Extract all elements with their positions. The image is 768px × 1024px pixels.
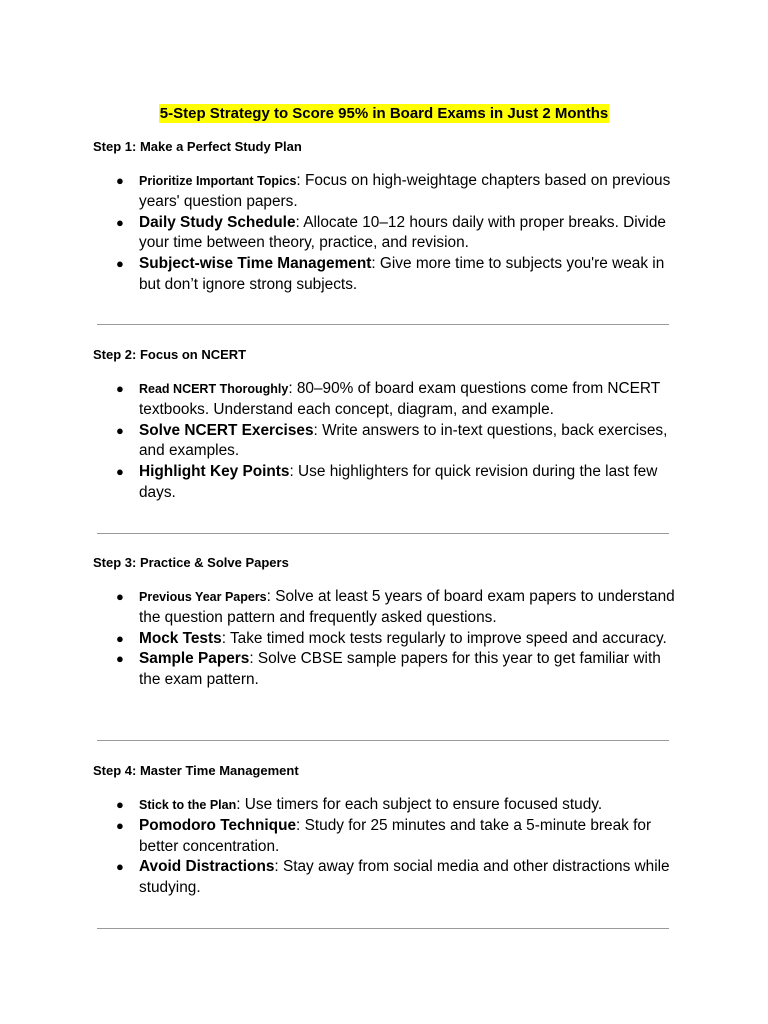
list-item (93, 379, 683, 421)
step-3-list (93, 587, 683, 691)
list-item (93, 254, 683, 296)
item-label: Previous Year Papers (139, 590, 267, 604)
bullet-icon: ● (116, 817, 124, 833)
item-label: Highlight Key Points (139, 463, 290, 481)
step-2-section (93, 347, 683, 504)
item-text: : Take timed mock tests regularly to improve speed and accuracy. (221, 629, 667, 647)
item-text: : Solve CBSE sample papers for this year to get familiar with the exam pattern. (139, 650, 661, 689)
item-label: Pomodoro Technique (139, 816, 297, 834)
list-item (93, 462, 683, 504)
bullet-icon: ● (116, 859, 124, 875)
item-label: Stick to the Plan (139, 798, 237, 812)
bullet-icon: ● (116, 381, 124, 396)
bullet-icon: ● (116, 630, 124, 646)
item-text: : Solve at least 5 years of board exam papers to understand the question pattern and frequently asked questions. (139, 588, 675, 626)
step-4-heading: Step 4: Master Time Management (93, 763, 299, 778)
step-4-section (93, 763, 683, 899)
item-label: Avoid Distractions (139, 858, 275, 876)
bullet-icon: ● (116, 464, 124, 480)
item-text: : 80–90% of board exam questions come from NCERT textbooks. Understand each concept, diagram, and example. (139, 380, 660, 418)
step-1-list (93, 171, 683, 296)
list-item (93, 587, 683, 629)
step-3-heading: Step 3: Practice & Solve Papers (93, 555, 289, 570)
bullet-icon: ● (116, 422, 124, 438)
list-item (93, 649, 683, 691)
item-label: Prioritize Important Topics (139, 174, 297, 188)
step-2-list (93, 379, 683, 504)
list-item (93, 795, 683, 816)
bullet-icon: ● (116, 256, 124, 272)
list-item (93, 421, 683, 463)
item-label: Solve NCERT Exercises (139, 421, 314, 439)
divider-3 (97, 740, 669, 741)
list-item (93, 213, 683, 255)
item-text: : Use timers for each subject to ensure focused study. (236, 796, 603, 813)
step-1-section (93, 139, 683, 296)
bullet-icon: ● (116, 214, 124, 230)
item-text: : Give more time to subjects you're weak in but don’t ignore strong subjects. (139, 255, 665, 293)
divider-2 (97, 533, 669, 534)
step-2-heading: Step 2: Focus on NCERT (93, 347, 247, 362)
item-text: : Allocate 10–12 hours daily with proper breaks. Divide your time between theory, practice, and revision. (139, 213, 666, 252)
item-text: : Study for 25 minutes and take a 5-minute break for better concentration. (139, 816, 652, 855)
item-label: Sample Papers (139, 650, 250, 668)
item-text: : Use highlighters for quick revision during the last few days. (139, 463, 658, 501)
item-text: : Focus on high-weightage chapters based on previous years' question papers. (139, 172, 671, 210)
item-label: Read NCERT Thoroughly (139, 382, 289, 396)
item-text: : Write answers to in-text questions, back exercises, and examples. (139, 421, 668, 460)
step-1-heading: Step 1: Make a Perfect Study Plan (93, 139, 302, 154)
title-container (0, 104, 768, 123)
item-label: Subject-wise Time Management (139, 255, 372, 273)
step-4-list (93, 795, 683, 899)
bullet-icon: ● (116, 173, 124, 188)
bullet-icon: ● (116, 589, 124, 604)
item-label: Mock Tests (139, 629, 222, 647)
bullet-icon: ● (116, 797, 124, 812)
divider-4 (97, 928, 669, 929)
item-label: Daily Study Schedule (139, 213, 296, 231)
list-item (93, 857, 683, 899)
list-item (93, 171, 683, 213)
divider-1 (97, 324, 669, 325)
document-title: 5-Step Strategy to Score 95% in Board Exams in Just 2 Months (159, 105, 609, 122)
list-item (93, 629, 683, 650)
bullet-icon: ● (116, 651, 124, 667)
step-3-section (93, 555, 683, 691)
list-item (93, 816, 683, 858)
item-text: : Stay away from social media and other distractions while studying. (139, 858, 670, 897)
